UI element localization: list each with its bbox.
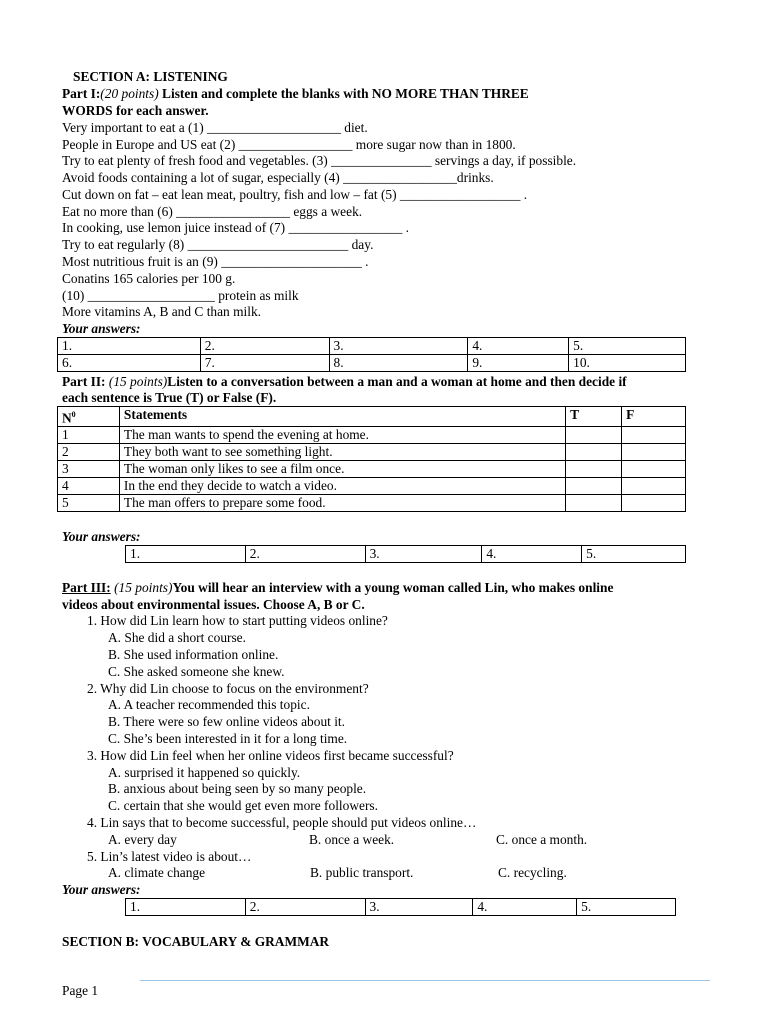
table-row <box>58 355 686 372</box>
option[interactable]: A. climate change <box>108 865 206 880</box>
table-row <box>126 899 676 916</box>
option[interactable]: A. surprised it happened so quickly. <box>108 765 301 780</box>
true-cell[interactable] <box>566 495 622 512</box>
header-no: $N^0$ <box>58 407 120 427</box>
part1-item: More vitamins A, B and C than milk. <box>62 304 261 319</box>
answer-cell[interactable]: 1. <box>126 546 246 563</box>
section-a-title: SECTION A: LISTENING <box>73 69 228 84</box>
header-false: F <box>622 407 686 427</box>
question-3: 3. How did Lin feel when her online videos first became successful? <box>87 748 454 763</box>
table-row <box>58 427 686 444</box>
part1-label: Part I: <box>62 86 101 101</box>
statement-text: The man offers to prepare some food. <box>119 495 565 512</box>
part1-item: Conatins 165 calories per 100 g. <box>62 271 236 286</box>
true-cell[interactable] <box>566 461 622 478</box>
answer-cell[interactable]: 4. <box>473 899 577 916</box>
part1-heading-line1 <box>62 85 529 102</box>
part3-answers-label: Your answers: <box>62 882 141 897</box>
part2-answers-label: Your answers: <box>62 529 141 544</box>
part3-label: Part III: <box>62 580 111 595</box>
table-row <box>58 495 686 512</box>
header-true: T <box>566 407 622 427</box>
answer-cell[interactable]: 3. <box>365 899 473 916</box>
part1-item: Avoid foods containing a lot of sugar, especially (4) _________________drinks. <box>62 170 494 185</box>
answer-cell[interactable]: 3. <box>365 546 482 563</box>
part3-points: (15 points) <box>110 580 173 595</box>
answer-cell[interactable]: 4. <box>468 338 569 355</box>
part2-statements-table <box>57 406 686 512</box>
part3-heading-line2: videos about environmental issues. Choose A, B or C. <box>62 597 365 612</box>
header-statements: Statements <box>119 407 565 427</box>
answer-cell[interactable]: 4. <box>482 546 582 563</box>
row-number: 3 <box>58 461 120 478</box>
part2-answer-table <box>125 545 686 563</box>
question-4: 4. Lin says that to become successful, people should put videos online… <box>87 815 477 830</box>
option[interactable]: B. once a week. <box>309 832 395 847</box>
true-cell[interactable] <box>566 444 622 461</box>
option[interactable]: A. every day <box>108 832 177 847</box>
answer-cell[interactable]: 8. <box>329 355 468 372</box>
part2-heading-line2: each sentence is True (T) or False (F). <box>62 390 277 405</box>
question-1: 1. How did Lin learn how to start putting videos online? <box>87 613 388 628</box>
answer-cell[interactable]: 10. <box>569 355 686 372</box>
option[interactable]: C. certain that she would get even more followers. <box>108 798 378 813</box>
part1-item: In cooking, use lemon juice instead of (7) _________________ . <box>62 220 409 235</box>
section-b-title: SECTION B: VOCABULARY & GRAMMAR <box>62 934 330 949</box>
table-header-row <box>58 407 686 427</box>
table-row <box>58 478 686 495</box>
part3-heading-line1 <box>62 579 613 596</box>
answer-cell[interactable]: 7. <box>200 355 329 372</box>
part1-item: Try to eat regularly (8) ________________________ day. <box>62 237 374 252</box>
part3-instruction: You will hear an interview with a young woman called Lin, who makes online <box>172 580 614 595</box>
table-row <box>126 546 686 563</box>
table-row <box>58 444 686 461</box>
part2-label: Part II: <box>62 374 106 389</box>
statement-text: They both want to see something light. <box>119 444 565 461</box>
option[interactable]: C. She asked someone she knew. <box>108 664 285 679</box>
false-cell[interactable] <box>622 461 686 478</box>
part1-points: (20 points) <box>100 86 159 101</box>
part1-item: People in Europe and US eat (2) _________________ more sugar now than in 1800. <box>62 137 516 152</box>
option[interactable]: B. anxious about being seen by so many people. <box>108 781 367 796</box>
part1-instruction: Listen and complete the blanks with NO MORE THAN THREE <box>158 86 529 101</box>
statement-text: In the end they decide to watch a video. <box>119 478 565 495</box>
part1-item: Very important to eat a (1) ____________________ diet. <box>62 120 368 135</box>
part1-item: Most nutritious fruit is an (9) _____________________ . <box>62 254 369 269</box>
part2-points: (15 points) <box>105 374 168 389</box>
row-number: 4 <box>58 478 120 495</box>
option[interactable]: B. There were so few online videos about it. <box>108 714 346 729</box>
row-number: 5 <box>58 495 120 512</box>
true-cell[interactable] <box>566 427 622 444</box>
option[interactable]: C. once a month. <box>496 832 588 847</box>
answer-cell[interactable]: 6. <box>58 355 201 372</box>
part2-heading-line1 <box>62 373 627 390</box>
part1-item: Cut down on fat – eat lean meat, poultry, fish and low – fat (5) __________________ . <box>62 187 528 202</box>
answer-cell[interactable]: 5. <box>577 899 676 916</box>
page-number: Page 1 <box>62 983 99 998</box>
answer-cell[interactable]: 3. <box>329 338 468 355</box>
option[interactable]: B. She used information online. <box>108 647 279 662</box>
answer-cell[interactable]: 1. <box>58 338 201 355</box>
statement-text: The woman only likes to see a film once. <box>119 461 565 478</box>
false-cell[interactable] <box>622 427 686 444</box>
table-row <box>58 461 686 478</box>
option[interactable]: A. She did a short course. <box>108 630 246 645</box>
answer-cell[interactable]: 5. <box>582 546 686 563</box>
option[interactable]: C. She’s been interested in it for a long time. <box>108 731 348 746</box>
answer-cell[interactable]: 1. <box>126 899 246 916</box>
part1-item: Eat no more than (6) _________________ eggs a week. <box>62 204 363 219</box>
table-row <box>58 338 686 355</box>
answer-cell[interactable]: 2. <box>245 899 365 916</box>
part3-answer-table <box>125 898 676 916</box>
answer-cell[interactable]: 5. <box>569 338 686 355</box>
option[interactable]: A. A teacher recommended this topic. <box>108 697 310 712</box>
part1-answer-table <box>57 337 686 372</box>
answer-cell[interactable]: 2. <box>200 338 329 355</box>
option[interactable]: C. recycling. <box>498 865 567 880</box>
false-cell[interactable] <box>622 478 686 495</box>
part1-heading-line2: WORDS for each answer. <box>62 103 209 118</box>
question-5: 5. Lin’s latest video is about… <box>87 849 252 864</box>
true-cell[interactable] <box>566 478 622 495</box>
part2-instruction: Listen to a conversation between a man and a woman at home and then decide if <box>167 374 627 389</box>
part1-item: Try to eat plenty of fresh food and vegetables. (3) _______________ servings a day, if possible. <box>62 153 577 168</box>
statement-text: The man wants to spend the evening at home. <box>119 427 565 444</box>
part1-item: (10) ___________________ protein as milk <box>62 288 299 303</box>
row-number: 1 <box>58 427 120 444</box>
answer-cell[interactable]: 9. <box>468 355 569 372</box>
question-2: 2. Why did Lin choose to focus on the environment? <box>87 681 369 696</box>
footer-divider <box>140 980 710 981</box>
false-cell[interactable] <box>622 495 686 512</box>
answer-cell[interactable]: 2. <box>245 546 365 563</box>
false-cell[interactable] <box>622 444 686 461</box>
option[interactable]: B. public transport. <box>310 865 414 880</box>
part1-answers-label: Your answers: <box>62 321 141 336</box>
row-number: 2 <box>58 444 120 461</box>
